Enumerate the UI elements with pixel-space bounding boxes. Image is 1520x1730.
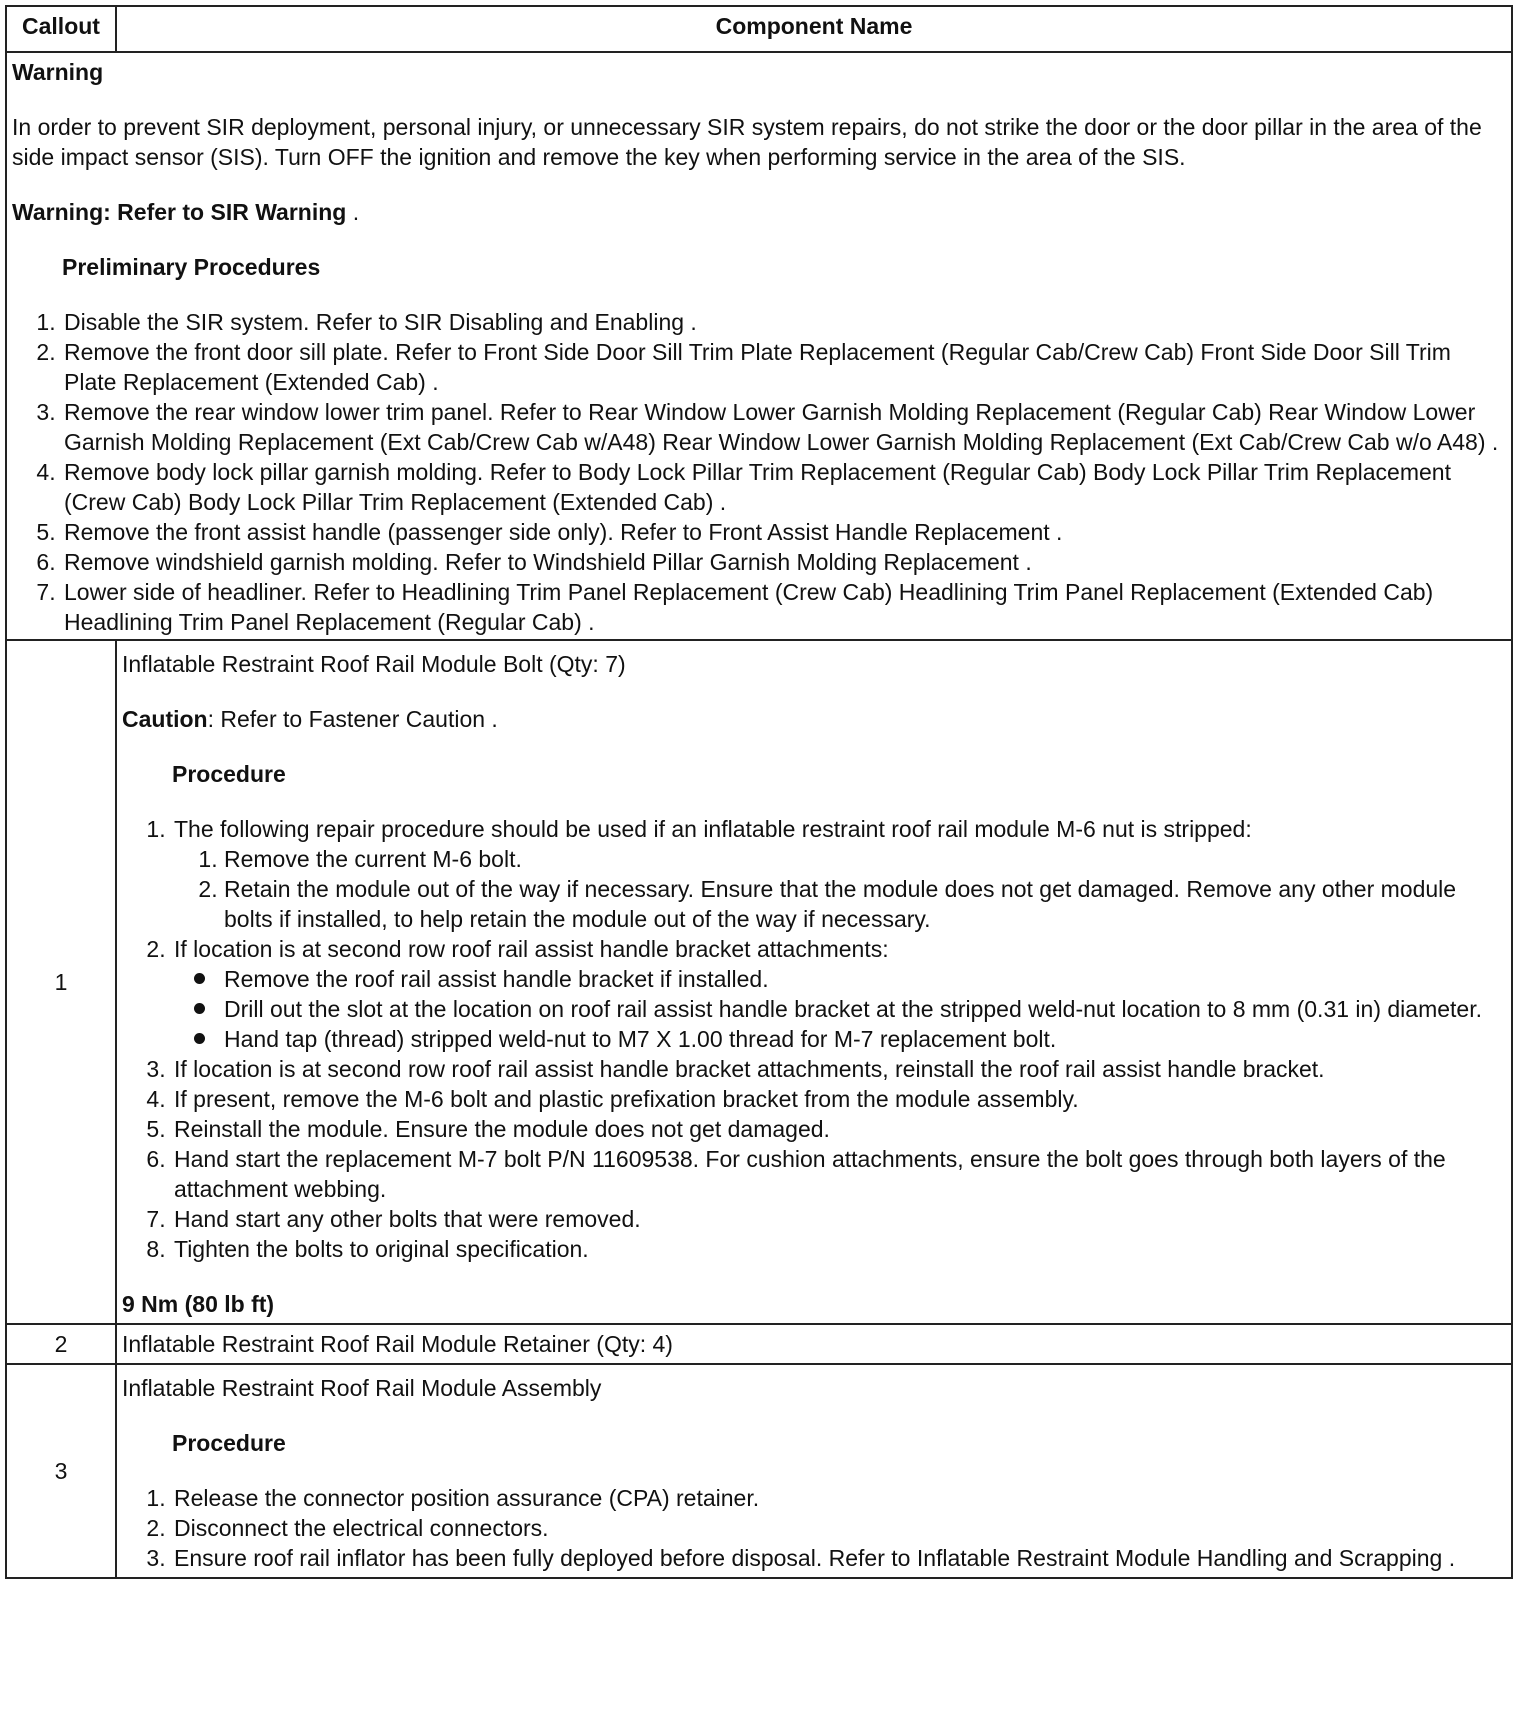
list-item: 6. Remove windshield garnish molding. Refer to Windshield Pillar Garnish Molding Replacement .	[62, 547, 1506, 577]
warning-title: Warning	[12, 59, 104, 85]
caution-label: Caution	[122, 706, 208, 732]
bullet-icon	[194, 1033, 205, 1044]
component-cell	[116, 640, 1512, 1324]
list-item: 1. The following repair procedure should be used if an inflatable restraint roof rail module M-6 nut is stripped: 1. Remove the current M-6 bolt. 2. Retain the module out of the way if necessary. Ensure that the module does not get damaged. Remove any other module bolts if installed, to help retain the module out of the way if necessary.	[172, 814, 1506, 934]
list-item: 3. Ensure roof rail inflator has been fully deployed before disposal. Refer to Inflatable Restraint Module Handling and Scrapping .	[172, 1543, 1506, 1573]
callout-number: 1	[6, 640, 116, 1324]
table-row	[6, 1364, 1512, 1578]
table-row	[6, 640, 1512, 1324]
list-item: 6. Hand start the replacement M-7 bolt P/N 11609538. For cushion attachments, ensure the bolt goes through both layers of the attachment webbing.	[172, 1144, 1506, 1204]
sir-warning-label: Warning: Refer to SIR Warning	[12, 199, 347, 225]
list-item: 4. Remove body lock pillar garnish molding. Refer to Body Lock Pillar Trim Replacement (Regular Cab) Body Lock Pillar Trim Replacement (Crew Cab) Body Lock Pillar Trim Replacement (Extended Cab) .	[62, 457, 1506, 517]
preliminary-steps-list	[12, 307, 1506, 637]
list-item: 3. If location is at second row roof rail assist handle bracket attachments, reinstall the roof rail assist handle bracket.	[172, 1054, 1506, 1084]
warning-text: In order to prevent SIR deployment, personal injury, or unnecessary SIR system repairs, do not strike the door or the door pillar in the area of the side impact sensor (SIS). Turn OFF the ignition and remove the key when performing service in the area of the SIS.	[12, 114, 1482, 170]
callout-number: 3	[6, 1364, 116, 1578]
warning-cell	[6, 52, 1512, 640]
component-name: Inflatable Restraint Roof Rail Module Assembly	[122, 1375, 602, 1401]
procedure-steps-list	[122, 814, 1506, 1264]
list-item: 7. Lower side of headliner. Refer to Headlining Trim Panel Replacement (Crew Cab) Headlining Trim Panel Replacement (Extended Cab) Headlining Trim Panel Replacement (Regular Cab) .	[62, 577, 1506, 637]
list-item: Remove the roof rail assist handle bracket if installed.	[224, 964, 1506, 994]
list-item: 1. Remove the current M-6 bolt.	[224, 844, 1506, 874]
list-item: 2. If location is at second row roof rail assist handle bracket attachments: Remove the roof rail assist handle bracket if installed. Drill out the slot at the location on roof rail assist handle bracket at the stripped weld-nut location to 8 mm (0.31 in) diameter. Hand tap (thread) stripped weld-nut to M7 X 1.00 thread for M-7 replacement bolt.	[172, 934, 1506, 1054]
procedure-steps-list	[122, 1483, 1506, 1573]
list-item: 2. Remove the front door sill plate. Refer to Front Side Door Sill Trim Plate Replacement (Regular Cab/Crew Cab) Front Side Door Sill Trim Plate Replacement (Extended Cab) .	[62, 337, 1506, 397]
preliminary-procedures-title: Preliminary Procedures	[62, 254, 321, 280]
component-cell	[116, 1364, 1512, 1578]
list-item: 3. Remove the rear window lower trim panel. Refer to Rear Window Lower Garnish Molding Replacement (Regular Cab) Rear Window Lower Garnish Molding Replacement (Ext Cab/Crew Cab w/A48) Rear Window Lower Garnish Molding Replacement (Ext Cab/Crew Cab w/o A48) .	[62, 397, 1506, 457]
sub-steps-list	[174, 844, 1506, 934]
component-name: Inflatable Restraint Roof Rail Module Retainer (Qty: 4)	[122, 1331, 673, 1357]
callout-header: Callout	[6, 6, 116, 52]
list-item: 2. Retain the module out of the way if necessary. Ensure that the module does not get damaged. Remove any other module bolts if installed, to help retain the module out of the way if necessary.	[224, 874, 1506, 934]
list-item: 1. Release the connector position assurance (CPA) retainer.	[172, 1483, 1506, 1513]
list-item: 5. Remove the front assist handle (passenger side only). Refer to Front Assist Handle Replacement .	[62, 517, 1506, 547]
list-item: Hand tap (thread) stripped weld-nut to M7 X 1.00 thread for M-7 replacement bolt.	[224, 1024, 1506, 1054]
list-item: 5. Reinstall the module. Ensure the module does not get damaged.	[172, 1114, 1506, 1144]
bullet-icon	[194, 973, 205, 984]
list-item: 1. Disable the SIR system. Refer to SIR Disabling and Enabling .	[62, 307, 1506, 337]
callout-table	[5, 5, 1513, 1579]
procedure-title: Procedure	[172, 761, 286, 787]
warning-row	[6, 52, 1512, 640]
procedure-title: Procedure	[172, 1430, 286, 1456]
table-row	[6, 1324, 1512, 1364]
bullet-list	[174, 964, 1506, 1054]
bullet-icon	[194, 1003, 205, 1014]
callout-number: 2	[6, 1324, 116, 1364]
component-name: Inflatable Restraint Roof Rail Module Bolt (Qty: 7)	[122, 651, 626, 677]
list-item: 4. If present, remove the M-6 bolt and plastic prefixation bracket from the module assembly.	[172, 1084, 1506, 1114]
caution-note: Caution: Refer to Fastener Caution .	[122, 706, 498, 732]
list-item: 8. Tighten the bolts to original specification.	[172, 1234, 1506, 1264]
sir-warning-reference: Warning: Refer to SIR Warning .	[12, 199, 360, 225]
header-row	[6, 6, 1512, 52]
component-name-header: Component Name	[116, 6, 1512, 52]
list-item: 7. Hand start any other bolts that were removed.	[172, 1204, 1506, 1234]
list-item: 2. Disconnect the electrical connectors.	[172, 1513, 1506, 1543]
list-item: Drill out the slot at the location on roof rail assist handle bracket at the stripped weld-nut location to 8 mm (0.31 in) diameter.	[224, 994, 1506, 1024]
torque-spec: 9 Nm (80 lb ft)	[122, 1291, 275, 1317]
component-cell	[116, 1324, 1512, 1364]
